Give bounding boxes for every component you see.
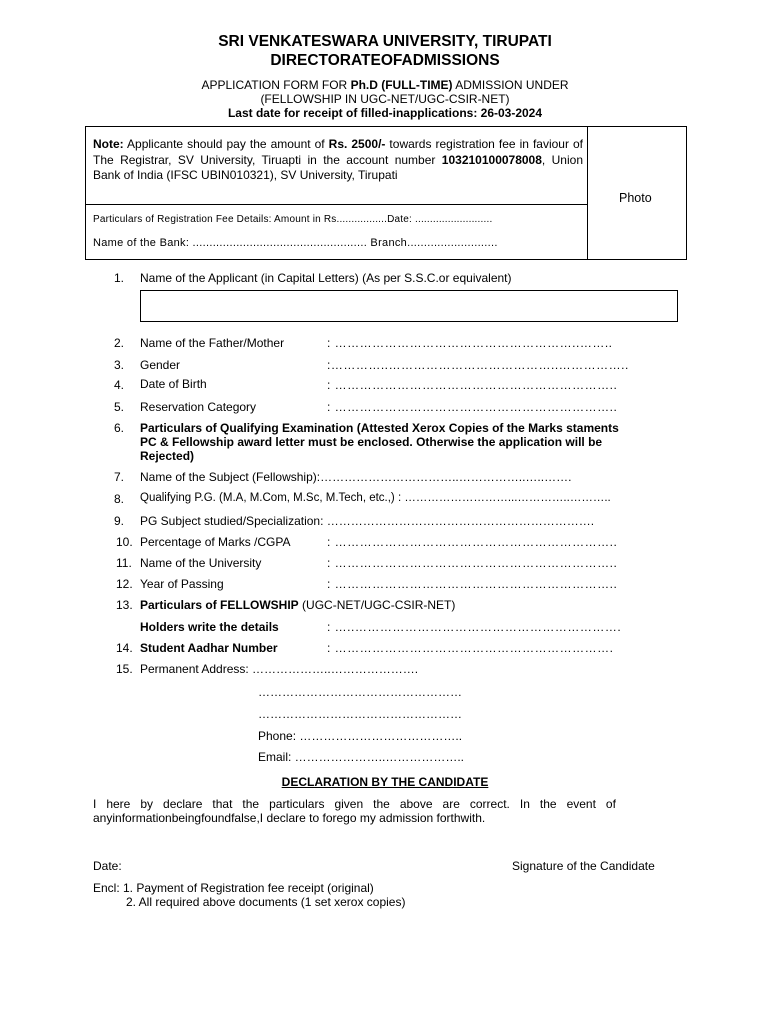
photo-label: Photo [619, 191, 652, 205]
field-9-number: 9. [114, 514, 125, 528]
fellowship-line: (FELLOWSHIP IN UGC-NET/UGC-CSIR-NET) [260, 92, 510, 106]
enclosure-line-1: Encl: 1. Payment of Registration fee receipt (original) [93, 881, 374, 895]
note-label: Note: [93, 137, 124, 151]
field-10-label: Percentage of Marks /CGPA [140, 535, 291, 549]
field-11-number: 11. [116, 556, 132, 570]
note-account: 103210100078008 [441, 152, 542, 167]
form-title-post: ADMISSION UNDER [452, 78, 569, 92]
field-6-line-2: PC & Fellowship award letter must be enclosed. Otherwise the application will be [140, 435, 603, 449]
directorate-title: DIRECTORATEOFADMISSIONS [270, 52, 500, 69]
field-2-number: 2. [114, 336, 125, 350]
signature-label: Signature of the Candidate [512, 859, 655, 873]
field-1-label: Name of the Applicant (in Capital Letters) (As per S.S.C.or equivalent) [140, 271, 512, 285]
field-13-paren: (UGC-NET/UGC-CSIR-NET) [298, 598, 456, 612]
field-5-number: 5. [114, 400, 125, 414]
field-15-number: 15. [116, 662, 133, 676]
form-title-pre: APPLICATION FORM FOR [201, 78, 351, 92]
field-9-label[interactable]: PG Subject studied/Specialization: …………………………………………………………. [140, 514, 595, 528]
field-7-label[interactable]: Name of the Subject (Fellowship):……………………………..……………..…..……. [140, 470, 572, 484]
field-13-line-1 [140, 598, 455, 612]
field-3-number: 3. [114, 358, 125, 372]
note-t3: , Union Bank of India (IFSC UBIN010321), SV University, Tirupati [93, 152, 583, 182]
note-text [93, 137, 583, 184]
field-14-dots[interactable]: : …………………………………………………………. [327, 641, 614, 655]
last-date: Last date for receipt of filled-inapplications: 26-03-2024 [227, 106, 543, 120]
enclosure-line-2: 2. All required above documents (1 set xerox copies) [126, 895, 406, 909]
form-title-line [0, 78, 770, 92]
bank-line: Name of the Bank: .................................................... Branch........................... [93, 237, 498, 249]
field-10-dots[interactable]: : ………………………………………………………….. [327, 535, 618, 549]
field-14-label: Student Aadhar Number [140, 641, 278, 655]
field-4-label: Date of Birth [140, 377, 207, 391]
note-t2: towards registration fee in faviour of The Registrar, SV University, Tiruapti in the account number [93, 137, 583, 167]
note-divider [85, 204, 587, 205]
field-10-number: 10. [116, 535, 133, 549]
address-line-2[interactable]: …………………………………………… [258, 685, 462, 699]
field-5-dots[interactable]: : ………………………………………………………….. [327, 400, 618, 414]
declaration-line-2: anyinformationbeingfoundfalse,I declare to forego my admission forthwith. [93, 811, 486, 825]
declaration-line-1: I here by declare that the particulars given the above are correct. In the event of [93, 797, 616, 811]
field-12-number: 12. [116, 577, 133, 591]
field-13-line-2: Holders write the details [140, 620, 279, 634]
field-11-label: Name of the University [140, 556, 262, 570]
field-4-number: 4. [114, 378, 125, 392]
field-1-number: 1. [114, 271, 125, 285]
note-amount: Rs. 2500/- [328, 137, 386, 151]
field-7-number: 7. [114, 470, 125, 484]
field-12-dots[interactable]: : ………………………………………………………….. [327, 577, 618, 591]
field-6-line-1: Particulars of Qualifying Examination (Attested Xerox Copies of the Marks staments [140, 421, 619, 435]
phone-field[interactable]: Phone: ………………………………….. [258, 729, 463, 743]
field-2-dots[interactable]: : …………………………………………………..…….. [327, 336, 613, 350]
field-12-label: Year of Passing [140, 577, 224, 591]
field-13-bold: Particulars of FELLOWSHIP [140, 598, 299, 612]
note-t1: Applicante should pay the amount of [123, 137, 329, 151]
field-15-label[interactable]: Permanent Address: ………………..…………………. [140, 662, 419, 676]
photo-divider [587, 126, 588, 259]
field-3-label: Gender [140, 358, 181, 372]
form-title-bold: Ph.D (FULL-TIME) [350, 78, 453, 92]
field-13-dots[interactable]: : …..………………………………………………………. [327, 620, 622, 634]
field-8-label[interactable]: Qualifying P.G. (M.A, M.Com, M.Sc, M.Tech, etc.,) : ………………………...…………..……….. [140, 492, 611, 504]
field-2-label: Name of the Father/Mother [140, 336, 285, 350]
field-6-number: 6. [114, 421, 125, 435]
email-field[interactable]: Email: …………………..……………….. [258, 750, 465, 764]
field-8-number: 8. [114, 492, 125, 506]
field-14-number: 14. [116, 641, 133, 655]
fee-particulars: Particulars of Registration Fee Details: Amount in Rs.................Date: .......................... [93, 214, 493, 225]
declaration-heading: DECLARATION BY THE CANDIDATE [281, 775, 489, 789]
field-4-dots[interactable]: : ………………………………………………………….. [327, 378, 618, 392]
field-6-line-3: Rejected) [140, 449, 195, 463]
field-5-label: Reservation Category [140, 400, 257, 414]
field-3-dots[interactable]: :…………..…………………………………..…………….. [327, 358, 629, 372]
university-title: SRI VENKATESWARA UNIVERSITY, TIRUPATI [218, 33, 552, 50]
address-line-3[interactable]: …………………………………………… [258, 707, 462, 721]
date-label: Date: [93, 859, 122, 873]
applicant-name-box[interactable] [140, 290, 678, 322]
field-11-dots[interactable]: : ………………………………………………………….. [327, 556, 618, 570]
field-13-number: 13. [116, 598, 133, 612]
